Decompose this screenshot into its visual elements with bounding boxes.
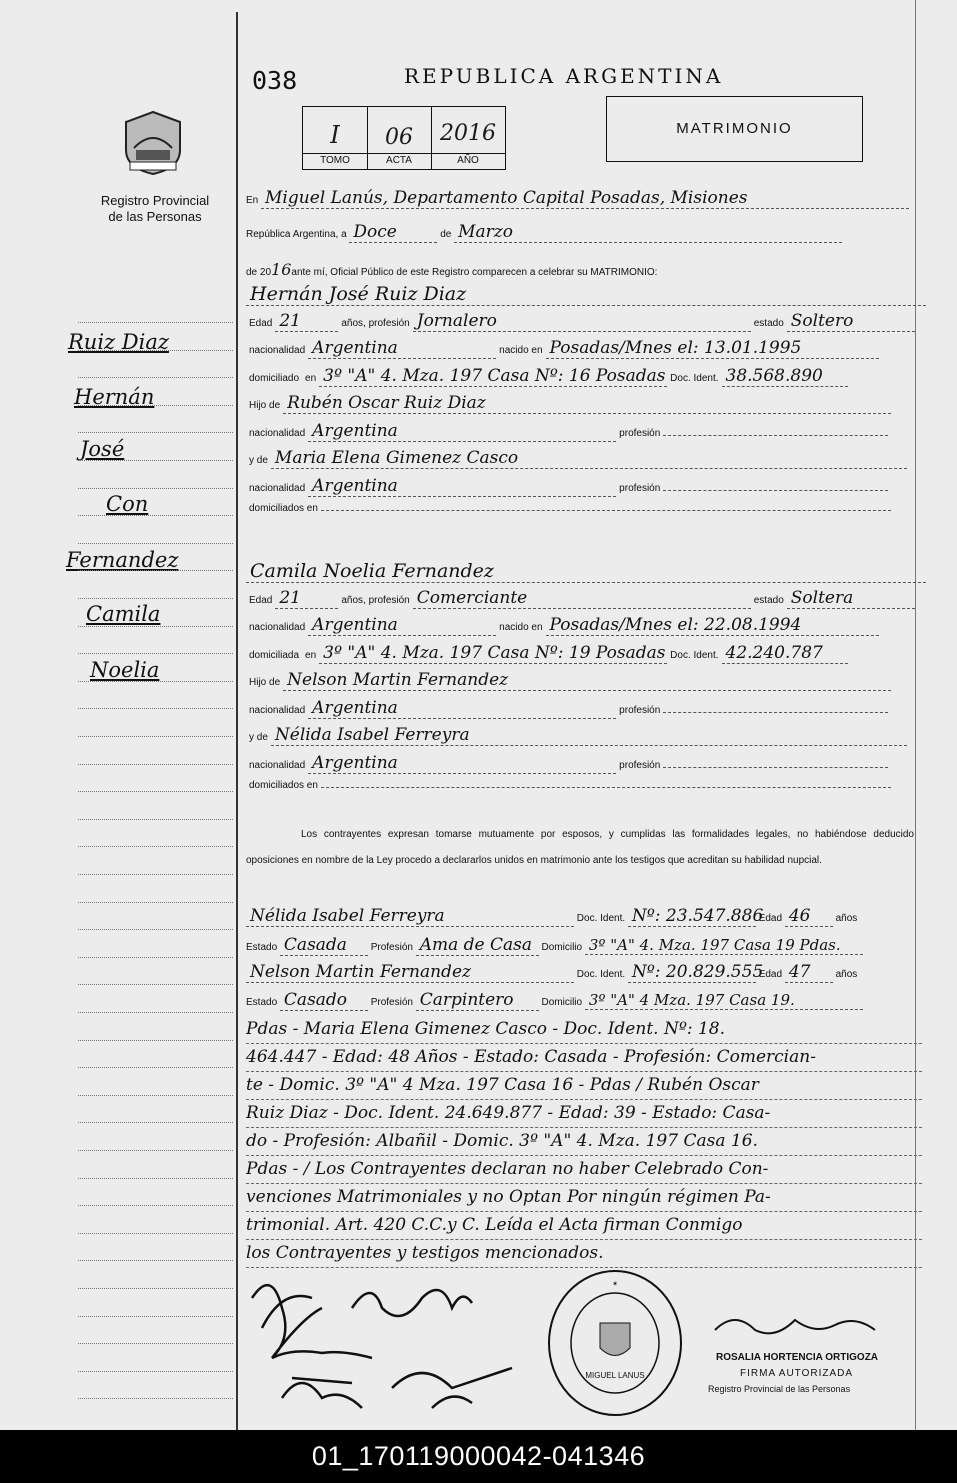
observation-line: te - Domic. 3º "A" 4 Mza. 197 Casa 16 - Pdas / Rubén Oscar [246, 1072, 922, 1100]
date-row: República Argentina, a Doce de Marzo [246, 222, 915, 243]
field-label: profesión [619, 759, 661, 771]
bride-row [246, 643, 915, 664]
groom-row [246, 476, 915, 497]
acta-label: ACTA [386, 155, 412, 166]
ruled-line [78, 874, 233, 875]
witness1-row2: Estado Casada Profesión Ama de Casa Domicilio 3º "A" 4. Mza. 197 Casa 19 Pdas. [246, 935, 915, 956]
field-label: Doc. Ident. [670, 649, 719, 661]
field-label: domiciliada [249, 649, 300, 661]
field-label: años, profesión [341, 594, 410, 606]
groom-row [246, 338, 915, 359]
field-label: nacionalidad [249, 345, 306, 356]
blank-field [663, 489, 888, 491]
witness2-row2: Estado Casado Profesión Carpintero Domicilio 3º "A" 4 Mza. 197 Casa 19. [246, 990, 915, 1011]
bride-nacionalidad: Argentina [308, 615, 496, 636]
field-label: domiciliado [249, 372, 300, 384]
ruled-line [78, 1095, 233, 1096]
act-type: MATRIMONIO [676, 120, 793, 137]
observation-line: Pdas - Maria Elena Gimenez Casco - Doc. Ident. Nº: 18. [246, 1016, 922, 1044]
ruled-line [78, 1122, 233, 1123]
groom-estado: Soltero [787, 311, 915, 332]
tomo-acta-ano-box [302, 106, 506, 170]
ruled-line [78, 626, 233, 627]
official-title: FIRMA AUTORIZADA [740, 1368, 854, 1379]
observation-line: los Contrayentes y testigos mencionados. [246, 1240, 922, 1268]
blank-field [321, 509, 891, 511]
bride-mother: Nélida Isabel Ferreyra [271, 725, 907, 746]
observation-line: Ruiz Diaz - Doc. Ident. 24.649.877 - Edad: 39 - Estado: Casa- [246, 1100, 922, 1128]
ruled-line [78, 984, 233, 985]
ruled-line [78, 819, 233, 820]
groom-mother: Maria Elena Gimenez Casco [271, 448, 907, 469]
field-label: y de [249, 732, 268, 743]
blank-field [663, 711, 888, 713]
witness1-name: Nélida Isabel Ferreyra [246, 906, 574, 927]
field-label: nacionalidad [249, 482, 306, 494]
witness2-name: Nelson Martin Fernandez [246, 962, 574, 983]
ruled-line [78, 764, 233, 765]
year-value: 16 [271, 260, 292, 279]
field-label: nacido en [499, 345, 543, 356]
bride-father-nac: Argentina [308, 698, 616, 719]
field-label: en [305, 649, 317, 661]
margin-name-1: Ruiz Diaz [68, 330, 169, 354]
margin-name-3: José [80, 437, 125, 461]
bride-father: Nelson Martin Fernandez [283, 670, 891, 691]
bride-domicilio: 3º "A" 4. Mza. 197 Casa Nº: 19 Posadas [319, 643, 667, 664]
bride-nacido: Posadas/Mnes el: 22.08.1994 [546, 615, 879, 636]
svg-text:✶: ✶ [612, 1281, 618, 1288]
ruled-line [78, 1288, 233, 1289]
statement-text: Los contrayentes expresan tomarse mutuamente por esposos, y cumplidas las formalidades legales, no habiéndose deducido oposiciones en nombre de la Ley procedo a declararlos unidos en matrimonio ante los testigos que acreditan su habilidad nupcial. [246, 829, 914, 866]
ruled-line [78, 377, 233, 378]
field-label: estado [753, 594, 784, 606]
ruled-line [78, 736, 233, 737]
ruled-line [78, 1012, 233, 1013]
ruled-line [78, 322, 233, 323]
ruled-line [78, 350, 233, 351]
bride-row [246, 753, 915, 774]
acta-value: 06 [385, 125, 413, 150]
field-label: Hijo de [249, 400, 281, 411]
field-label: estado [753, 317, 784, 329]
ano-value: 2016 [440, 121, 496, 146]
field-label: nacionalidad [249, 704, 306, 716]
ruled-line [78, 488, 233, 489]
groom-row [246, 283, 915, 306]
witness1-domicilio: 3º "A" 4. Mza. 197 Casa 19 Pdas. [585, 936, 863, 955]
country-title: REPUBLICA ARGENTINA [404, 64, 724, 88]
observation-line: do - Profesión: Albañil - Domic. 3º "A" 4. Mza. 197 Casa 16. [246, 1128, 922, 1156]
field-label: y de [249, 455, 268, 466]
blank-field [321, 786, 891, 788]
place-value: Miguel Lanús, Departamento Capital Posadas, Misiones [261, 188, 909, 209]
bride-row [246, 725, 915, 746]
margin-name-7: Noelia [90, 658, 160, 682]
groom-row [246, 421, 915, 442]
ruled-line [78, 570, 233, 571]
witness1-edad: 46 [785, 906, 833, 927]
ruled-line [78, 653, 233, 654]
ruled-line [78, 543, 233, 544]
official-registry: Registro Provincial de las Personas [708, 1384, 851, 1394]
ruled-line [78, 1316, 233, 1317]
bride-row [246, 560, 915, 583]
margin-name-5: Fernandez [66, 548, 179, 572]
ruled-line [78, 846, 233, 847]
field-label: profesión [619, 482, 661, 494]
field-label: nacionalidad [249, 622, 306, 633]
field-label: nacionalidad [249, 759, 306, 771]
groom-father-nac: Argentina [308, 421, 616, 442]
groom-edad: 21 [275, 311, 338, 332]
bride-doc: 42.240.787 [722, 643, 848, 664]
registry-title: Registro Provincial de las Personas [100, 193, 210, 224]
ruled-line [78, 1040, 233, 1041]
bride-profesion: Comerciante [413, 588, 751, 609]
ano-label: AÑO [457, 155, 479, 166]
ruled-line [78, 598, 233, 599]
groom-doc: 38.568.890 [722, 366, 848, 387]
blank-field [663, 766, 888, 768]
ruled-line [78, 902, 233, 903]
ruled-line [78, 405, 233, 406]
ruled-line [78, 1371, 233, 1372]
ruled-line [78, 929, 233, 930]
field-label: Hijo de [249, 677, 281, 688]
groom-row [246, 311, 915, 332]
groom-nacionalidad: Argentina [308, 338, 496, 359]
tomo-label: TOMO [320, 155, 350, 166]
field-label: domiciliados en [249, 503, 318, 514]
margin-name-4: Con [106, 492, 149, 516]
ruled-line [78, 1067, 233, 1068]
ruled-line [78, 791, 233, 792]
page-number: 038 [252, 66, 298, 95]
ruled-line [78, 1150, 233, 1151]
ruled-line [78, 1343, 233, 1344]
ruled-line [78, 957, 233, 958]
bride-row [246, 615, 915, 636]
bride-row [246, 588, 915, 609]
witness1-doc: Nº: 23.547.886 [628, 906, 756, 927]
tomo-value: I [330, 121, 340, 149]
groom-father: Rubén Oscar Ruiz Diaz [283, 393, 891, 414]
groom-domicilio: 3º "A" 4. Mza. 197 Casa Nº: 16 Posadas [319, 366, 667, 387]
witness2-row: Nelson Martin Fernandez Doc. Ident. Nº: 20.829.555 Edad 47 años [246, 962, 915, 983]
ruled-line [78, 1233, 233, 1234]
signatures [232, 1268, 542, 1428]
witness1-row: Nélida Isabel Ferreyra Doc. Ident. Nº: 23.547.886 Edad 46 años [246, 906, 915, 927]
groom-row [246, 503, 915, 514]
margin-line [236, 12, 238, 1430]
ruled-line [78, 1205, 233, 1206]
observation-line: 464.447 - Edad: 48 Años - Estado: Casada - Profesión: Comercian- [246, 1044, 922, 1072]
groom-name: Hernán José Ruiz Diaz [246, 283, 926, 306]
field-label: profesión [619, 427, 661, 439]
month-value: Marzo [454, 222, 842, 243]
ruled-line [78, 515, 233, 516]
groom-row [246, 366, 915, 387]
official-name: ROSALIA HORTENCIA ORTIGOZA [716, 1352, 879, 1363]
witness2-profesion: Carpintero [416, 990, 539, 1011]
ruled-line [78, 708, 233, 709]
bride-name: Camila Noelia Fernandez [246, 560, 926, 583]
misiones-coat-of-arms-icon [122, 110, 184, 176]
witness2-domicilio: 3º "A" 4 Mza. 197 Casa 19. [585, 991, 863, 1010]
field-label: años, profesión [341, 317, 410, 329]
observations [246, 1016, 922, 1268]
ruled-line [78, 460, 233, 461]
observation-line: trimonial. Art. 420 C.C.y C. Leída el Acta firman Conmigo [246, 1212, 922, 1240]
bride-row [246, 780, 915, 791]
groom-nacido: Posadas/Mnes el: 13.01.1995 [546, 338, 879, 359]
act-type-box [606, 96, 863, 162]
place-row: En Miguel Lanús, Departamento Capital Posadas, Misiones [246, 188, 915, 209]
bride-row [246, 670, 915, 691]
ruled-line [78, 432, 233, 433]
observation-line: venciones Matrimoniales y no Optan Por ningún régimen Pa- [246, 1184, 922, 1212]
field-label: Edad [249, 594, 273, 606]
document-id-footer: 01_170119000042-041346 [0, 1430, 957, 1483]
ruled-line [78, 1398, 233, 1399]
bride-row [246, 698, 915, 719]
groom-mother-nac: Argentina [308, 476, 616, 497]
observation-line: Pdas - / Los Contrayentes declaran no haber Celebrado Con- [246, 1156, 922, 1184]
day-value: Doce [349, 222, 437, 243]
witness1-profesion: Ama de Casa [416, 935, 539, 956]
groom-row [246, 393, 915, 414]
field-label: domiciliados en [249, 780, 318, 791]
groom-profesion: Jornalero [413, 311, 751, 332]
bride-edad: 21 [275, 588, 338, 609]
bride-estado: Soltera [787, 588, 915, 609]
witness2-doc: Nº: 20.829.555 [628, 962, 756, 983]
field-label: Doc. Ident. [670, 372, 719, 384]
official-signature [705, 1300, 895, 1350]
field-label: en [305, 372, 317, 384]
witness1-estado: Casada [280, 935, 368, 956]
field-label: profesión [619, 704, 661, 716]
field-label: Edad [249, 317, 273, 329]
margin-name-2: Hernán [74, 385, 155, 409]
bride-mother-nac: Argentina [308, 753, 616, 774]
witness2-estado: Casado [280, 990, 368, 1011]
official-seal-icon [545, 1268, 685, 1418]
field-label: nacionalidad [249, 427, 306, 439]
margin-name-6: Camila [86, 602, 161, 626]
witness2-edad: 47 [785, 962, 833, 983]
svg-text:MIGUEL LANUS: MIGUEL LANUS [585, 1371, 645, 1380]
groom-row [246, 448, 915, 469]
blank-field [663, 434, 888, 436]
ruled-line [78, 681, 233, 682]
year-row: de 2016ante mí, Oficial Público de este Registro comparecen a celebrar su MATRIMONIO: [246, 260, 658, 279]
ruled-line [78, 1178, 233, 1179]
ruled-line [78, 1260, 233, 1261]
field-label: nacido en [499, 622, 543, 633]
